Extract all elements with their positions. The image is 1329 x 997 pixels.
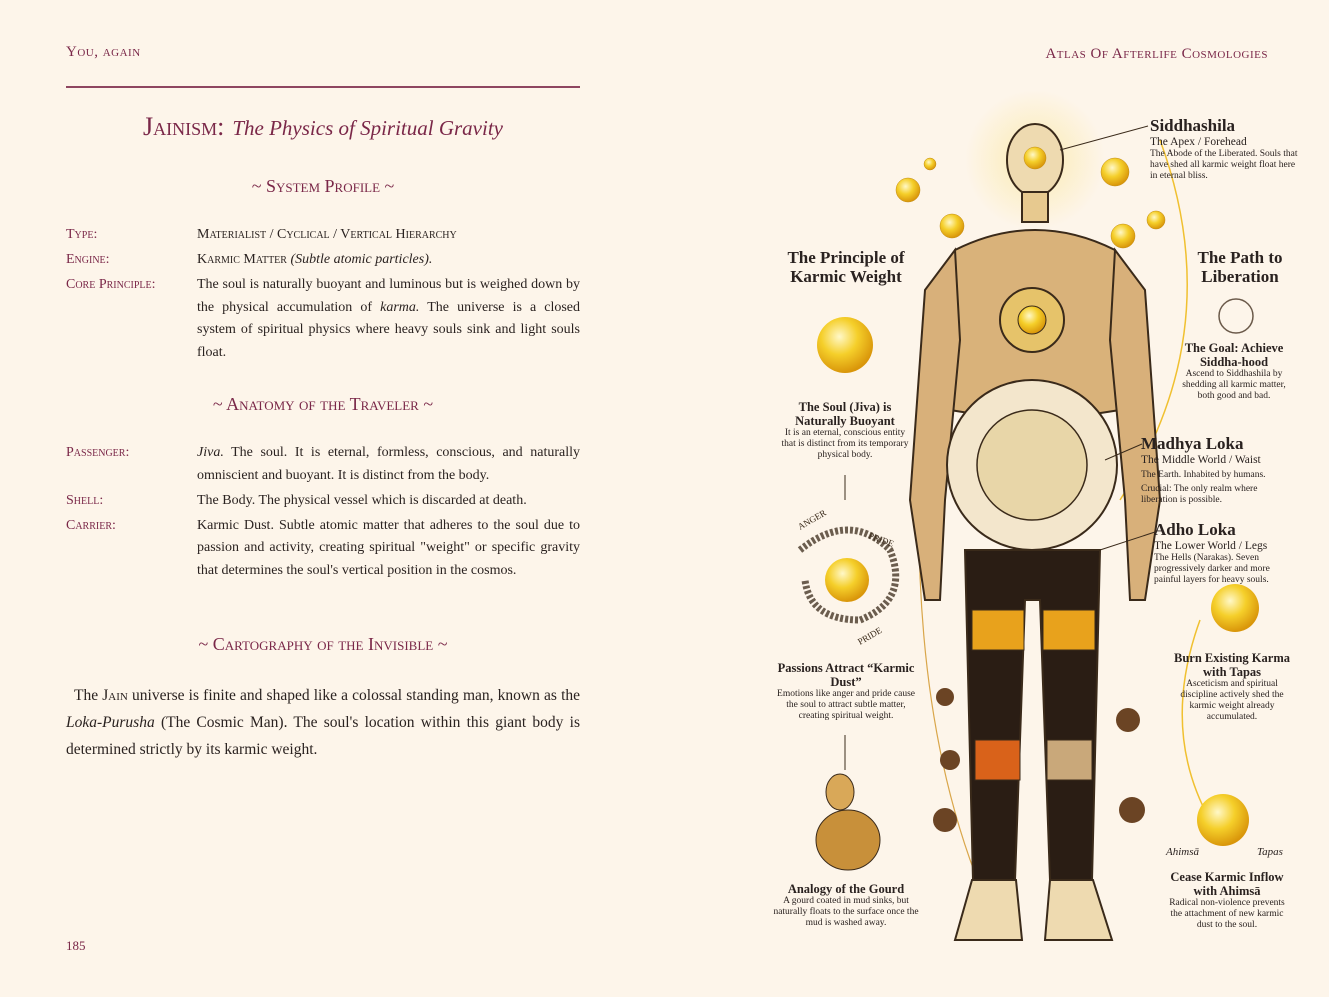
- swirl-label-pride: PRIDE: [867, 530, 896, 549]
- burn-karma-annotation: Burn Existing Karma with Tapas Asceticism and spiritual discipline actively shed the karmic weight already accumulated.: [1174, 651, 1290, 722]
- anatomy-list: [66, 442, 580, 585]
- anatomy-row-carrier: [66, 515, 580, 583]
- cease-inflow-annotation: Cease Karmic Inflow with Ahimsā Radical non-violence prevents the attachment of new karmic dust to the soul.: [1169, 870, 1285, 930]
- row-value: Karmic Dust. Subtle atomic matter that adheres to the soul due to passion and activity, creating spiritual "weight" or specific gravity that determines the soul's vertical position in the cosmos.: [197, 517, 580, 578]
- row-lead: Jiva.: [197, 445, 224, 460]
- anatomy-row-shell: [66, 490, 580, 513]
- burning-soul-orb: [1211, 584, 1259, 632]
- row-key: Engine:: [66, 252, 110, 267]
- row-value-rest: The universe is a closed system of spiritual physics where heavy souls sink and light souls float.: [197, 299, 581, 360]
- neck: [1022, 192, 1048, 222]
- text: Loka-Purusha: [66, 714, 155, 731]
- hell-layer-fire: [1043, 610, 1095, 650]
- siddhashila-annotation: Siddhashila The Apex / Forehead The Abode of the Liberated. Souls that have shed all karmic weight float here in eternal bliss.: [1150, 116, 1298, 181]
- row-key: Shell:: [66, 492, 104, 508]
- profile-row-type: [66, 224, 580, 247]
- chapter-title: [66, 112, 580, 142]
- row-key: Passenger:: [66, 445, 130, 460]
- chapter-subtitle: The Physics of Spiritual Gravity: [232, 116, 503, 140]
- empty-soul-circle-icon: [1219, 299, 1253, 333]
- hell-layer: [1047, 740, 1092, 780]
- section-heading-anatomy: ~ Anatomy of the Traveler ~: [212, 394, 434, 414]
- goal-annotation: The Goal: Achieve Siddha-hood Ascend to Siddhashila by shedding all karmic matter, both good and bad.: [1182, 341, 1286, 401]
- row-value: The Body. The physical vessel which is discarded at death.: [197, 492, 527, 508]
- principle-title: The Principle of Karmic Weight: [787, 248, 905, 286]
- profile-row-core-principle: [66, 274, 580, 364]
- row-value: Karmic Matter: [197, 252, 287, 267]
- profile-row-engine: [66, 249, 580, 272]
- earth-globe: [977, 410, 1087, 520]
- heavy-souls: [933, 688, 1145, 832]
- row-value-italic: (Subtle atomic particles).: [290, 252, 433, 267]
- chapter-title-main: Jainism:: [143, 112, 225, 141]
- swirl-label-anger: ANGER: [796, 507, 828, 532]
- running-head-right: Atlas Of Afterlife Cosmologies: [1045, 46, 1268, 62]
- cartography-paragraph: [66, 682, 580, 763]
- row-value: Materialist / Cyclical / Vertical Hierarchy: [197, 227, 457, 242]
- left-arm: [910, 250, 960, 600]
- madhya-loka-annotation: Madhya Loka The Middle World / Waist The Earth. Inhabited by humans. Crucial: The only realm where liberation is possible.: [1141, 434, 1266, 505]
- section-heading-cartography: ~ Cartography of the Invisible ~: [198, 634, 448, 654]
- row-value: The soul. It is eternal, formless, conscious, and naturally omniscient and buoyant. It is distinct from the body.: [197, 445, 580, 483]
- text: universe is finite and shaped like a colossal standing man, known as the: [132, 687, 581, 704]
- passions-annotation: Passions Attract “Karmic Dust” Emotions like anger and pride cause the soul to attract subtle matter, creating spiritual weight.: [777, 661, 915, 721]
- text: (The Cosmic Man). The soul's location within this giant body is determined strictly by its karmic weight.: [66, 714, 580, 758]
- shedding-soul-orb: [1197, 794, 1249, 846]
- hell-layer-fire: [975, 740, 1020, 780]
- path-title: The Path to Liberation: [1197, 248, 1283, 286]
- text: Jain: [102, 687, 128, 704]
- buoyant-soul-orb: [817, 317, 873, 373]
- running-head-left: You, again: [66, 44, 141, 60]
- row-value: The soul is naturally buoyant and luminous but is weighed down by the physical accumulation of: [197, 277, 580, 315]
- anatomy-row-passenger: [66, 442, 580, 487]
- right-foot: [1045, 880, 1112, 940]
- soul-annotation: The Soul (Jiva) is Naturally Buoyant It is an eternal, conscious entity that is distinct from its temporary physical body.: [781, 400, 909, 460]
- row-key: Core Principle:: [66, 277, 156, 292]
- swirl-label-pride: PRIDE: [856, 625, 884, 647]
- right-arm: [1110, 250, 1160, 600]
- page-number: 185: [66, 938, 86, 953]
- row-value-italic: karma.: [380, 299, 420, 315]
- left-foot: [955, 880, 1022, 940]
- gourd-icon: [816, 774, 880, 870]
- legs-hell-layers: [965, 550, 1100, 880]
- hell-layer-fire: [972, 610, 1024, 650]
- adho-loka-annotation: Adho Loka The Lower World / Legs The Hells (Narakas). Seven progressively darker and more painful layers for heavy souls.: [1154, 520, 1270, 585]
- gourd-annotation: Analogy of the Gourd A gourd coated in mud sinks, but naturally floats to the surface once the mud is washed away.: [773, 882, 919, 928]
- section-heading-system-profile: ~ System Profile ~: [251, 176, 395, 196]
- row-key: Carrier:: [66, 517, 116, 533]
- label-tapas: Tapas: [1257, 846, 1283, 858]
- text: The: [74, 687, 99, 704]
- label-ahimsa: Ahimsā: [1166, 846, 1199, 858]
- header-rule: [66, 86, 580, 88]
- system-profile-list: [66, 224, 580, 367]
- row-key: Type:: [66, 227, 98, 242]
